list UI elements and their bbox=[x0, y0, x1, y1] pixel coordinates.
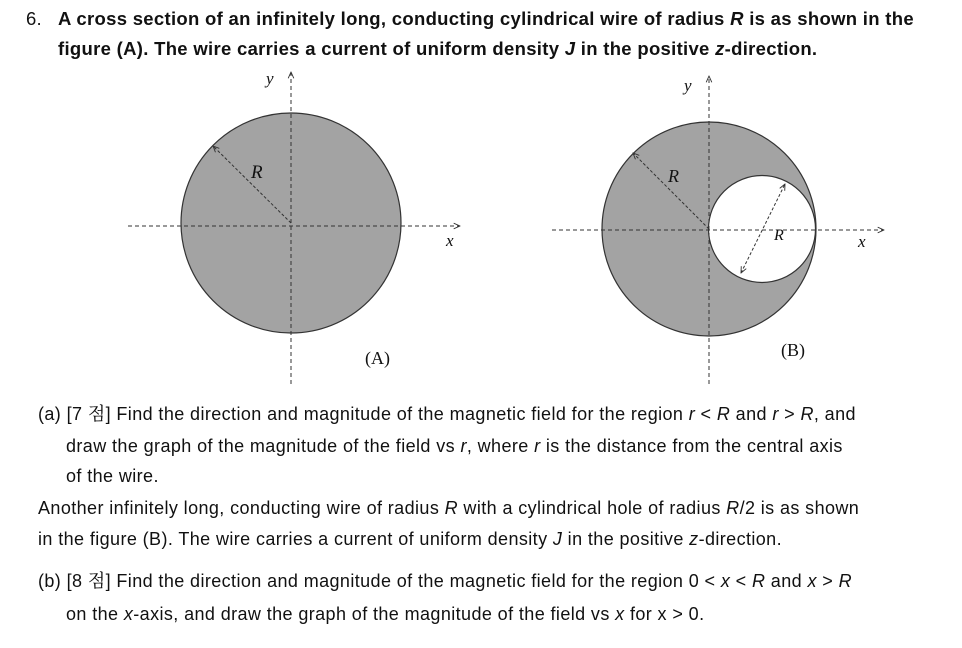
figure-caption-a: (A) bbox=[365, 348, 390, 368]
cylindrical-hole bbox=[709, 176, 816, 283]
part-b-line-1: (b) [8 점] Find the direction and magnitude of the magnetic field for the region 0 < x < R and x > R bbox=[38, 571, 852, 591]
radius-label-a: R bbox=[251, 162, 263, 183]
y-axis-label-a: y bbox=[266, 69, 274, 88]
part-b-line-2: on the x-axis, and draw the graph of the magnitude of the field vs x for x > 0. bbox=[66, 604, 705, 624]
part-a-line-2: draw the graph of the magnitude of the field vs r, where r is the distance from the central axis bbox=[66, 436, 843, 456]
problem-statement-line-2: figure (A). The wire carries a current of uniform density J in the positive z-direction. bbox=[58, 38, 818, 59]
hole-radius-label: R bbox=[774, 227, 784, 244]
figure-b bbox=[552, 76, 884, 384]
problem-number: 6. bbox=[26, 8, 42, 29]
part-a-line-1: (a) [7 점] Find the direction and magnitude of the magnetic field for the region r < R and r > R, and bbox=[38, 404, 856, 424]
figure-caption-b: (B) bbox=[781, 340, 805, 360]
x-axis-label-a: x bbox=[446, 231, 454, 250]
part-a-line-3: of the wire. bbox=[66, 466, 159, 486]
y-axis-label-b: y bbox=[684, 76, 692, 95]
figure-b-description-line-2: in the figure (B). The wire carries a current of uniform density J in the positive z-direction. bbox=[38, 529, 782, 549]
x-axis-label-b: x bbox=[858, 232, 866, 251]
figure-a bbox=[128, 69, 460, 384]
problem-statement-line-1: A cross section of an infinitely long, conducting cylindrical wire of radius R is as shown in the bbox=[58, 8, 914, 29]
radius-label-b: R bbox=[668, 166, 679, 186]
figure-b-description-line-1: Another infinitely long, conducting wire of radius R with a cylindrical hole of radius R/2 is as shown bbox=[38, 498, 860, 518]
